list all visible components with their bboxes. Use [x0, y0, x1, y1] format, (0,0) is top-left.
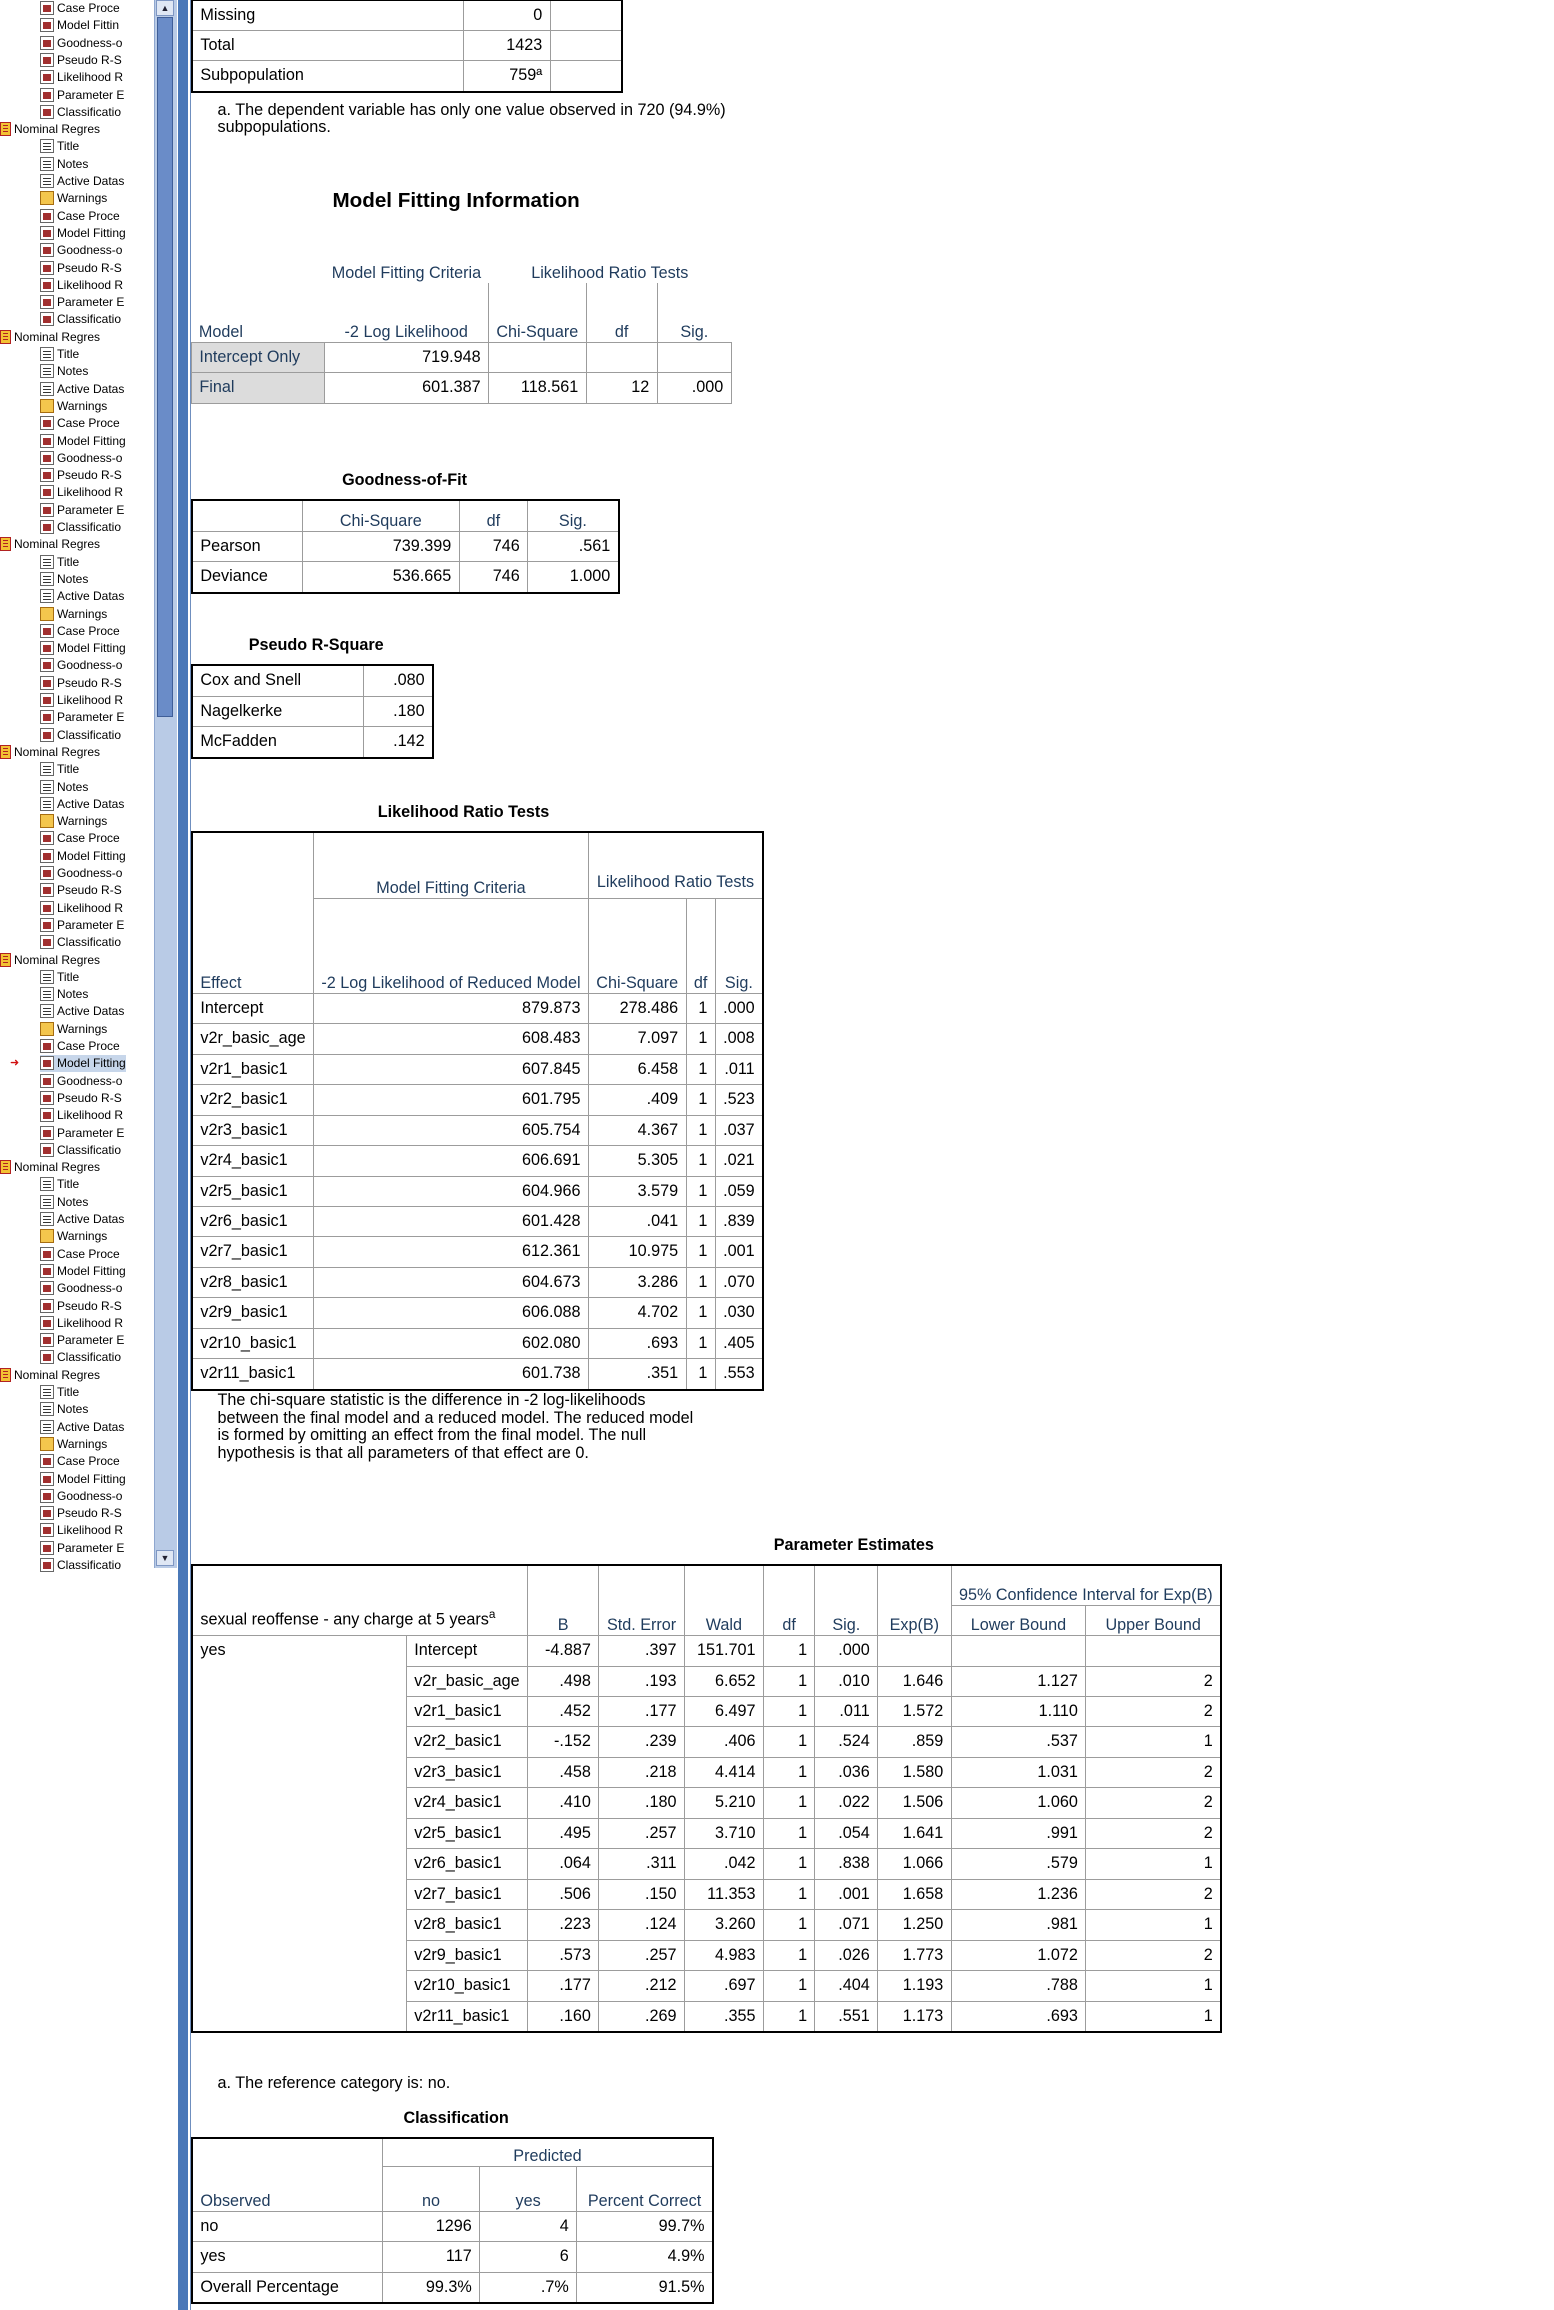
- case-summary-footnote: a. The dependent variable has only one value observed in 720 (94.9%) subpopulations.: [217, 100, 726, 137]
- table-icon: [40, 849, 54, 863]
- warning-icon: [40, 1022, 54, 1036]
- outline-item[interactable]: Title: [40, 138, 79, 155]
- outline-item[interactable]: Active Datas: [40, 173, 124, 190]
- outline-item[interactable]: Goodness-o: [40, 1073, 122, 1090]
- outline-item[interactable]: Warnings: [40, 1436, 107, 1453]
- outline-item[interactable]: Parameter E: [40, 917, 124, 934]
- table-row: v2r10_basic1 .177 .212 .697 1 .404 1.193 .788 1: [192, 1971, 1221, 2001]
- table-icon: [40, 1506, 54, 1520]
- outline-item[interactable]: Active Datas: [40, 1211, 124, 1228]
- table-icon: [40, 1108, 54, 1122]
- table-row: v2r2_basic1 -.152 .239 .406 1 .524 .859 .537 1: [192, 1727, 1221, 1757]
- outline-item[interactable]: Warnings: [40, 398, 107, 415]
- outline-pane[interactable]: [0, 0, 184, 2310]
- table-icon: [40, 105, 54, 119]
- warning-icon: [40, 1437, 54, 1451]
- outline-item[interactable]: Pseudo R-S: [40, 260, 122, 277]
- table-icon: [40, 1299, 54, 1313]
- table-icon: [40, 1350, 54, 1364]
- table-icon: [40, 434, 54, 448]
- outline-item[interactable]: Likelihood R: [40, 1522, 123, 1539]
- outline-item[interactable]: Parameter E: [40, 87, 124, 104]
- outline-item[interactable]: Warnings: [40, 606, 107, 623]
- table-icon: [40, 226, 54, 240]
- table-icon: [40, 1541, 54, 1555]
- outline-item[interactable]: Classificatio: [40, 1349, 121, 1366]
- outline-item[interactable]: Pseudo R-S: [40, 1090, 122, 1107]
- table-icon: [40, 468, 54, 482]
- table-icon: [40, 53, 54, 67]
- table-icon: [40, 1558, 54, 1572]
- table-row: yes Intercept -4.887 .397 151.701 1 .000: [192, 1636, 1221, 1666]
- outline-item[interactable]: Classificatio: [40, 1557, 121, 1574]
- pane-splitter[interactable]: [178, 0, 188, 2310]
- outline-item[interactable]: Model Fitting ➜: [10, 1056, 126, 1071]
- table-row: Intercept 879.873 278.486 1 .000: [192, 993, 763, 1023]
- table-icon: [40, 641, 54, 655]
- warning-icon: [40, 1229, 54, 1243]
- outline-item[interactable]: Parameter E: [40, 502, 124, 519]
- table-row: McFadden .142: [192, 727, 433, 758]
- outline-item[interactable]: Classificatio: [40, 1142, 121, 1159]
- table-icon: [40, 18, 54, 32]
- warning-icon: [40, 607, 54, 621]
- table-icon: [40, 918, 54, 932]
- outline-item[interactable]: Pseudo R-S: [40, 675, 122, 692]
- outline-item[interactable]: Goodness-o: [40, 35, 122, 52]
- table-row: Deviance 536.665 746 1.000: [192, 562, 619, 593]
- outline-item[interactable]: Case Proce: [40, 1038, 120, 1055]
- table-row: Overall Percentage 99.3% .7% 91.5%: [192, 2272, 713, 2303]
- table-row: Pearson 739.399 746 .561: [192, 531, 619, 561]
- table-icon: [40, 693, 54, 707]
- table-row: v2r7_basic1 612.361 10.975 1 .001: [192, 1237, 763, 1267]
- table-row: v2r9_basic1 606.088 4.702 1 .030: [192, 1298, 763, 1328]
- notes-icon: [40, 780, 54, 794]
- table-icon: [40, 1523, 54, 1537]
- table-icon: [40, 1264, 54, 1278]
- nominal-regression-icon: [0, 1160, 11, 1174]
- table-icon: [40, 935, 54, 949]
- notes-icon: [40, 1004, 54, 1018]
- outline-group-item[interactable]: Nominal Regres: [0, 536, 100, 553]
- table-icon: [40, 312, 54, 326]
- outline-item[interactable]: Warnings: [40, 813, 107, 830]
- table-icon: [40, 1247, 54, 1261]
- outline-item[interactable]: Goodness-o: [40, 1488, 122, 1505]
- notes-icon: [40, 572, 54, 586]
- outline-item[interactable]: Active Datas: [40, 796, 124, 813]
- outline-item[interactable]: Warnings: [40, 1228, 107, 1245]
- outline-item[interactable]: Likelihood R: [40, 484, 123, 501]
- outline-item[interactable]: Pseudo R-S: [40, 882, 122, 899]
- table-row: v2r5_basic1 604.966 3.579 1 .059: [192, 1176, 763, 1206]
- nominal-regression-icon: [0, 1368, 11, 1382]
- nominal-regression-icon: [0, 953, 11, 967]
- table-icon: [40, 1454, 54, 1468]
- table-icon: [40, 261, 54, 275]
- table-icon: [40, 1316, 54, 1330]
- outline-item[interactable]: Active Datas: [40, 588, 124, 605]
- table-icon: [40, 209, 54, 223]
- outline-item[interactable]: Pseudo R-S: [40, 467, 122, 484]
- table-row: v2r11_basic1 601.738 .351 1 .553: [192, 1359, 763, 1390]
- outline-item[interactable]: Notes: [40, 779, 88, 796]
- table-icon: [40, 1472, 54, 1486]
- outline-item[interactable]: Model Fitting: [40, 225, 126, 242]
- table-icon: [40, 624, 54, 638]
- notes-icon: [40, 762, 54, 776]
- warning-icon: [40, 191, 54, 205]
- table-icon: [40, 1074, 54, 1088]
- notes-icon: [40, 1212, 54, 1226]
- outline-item[interactable]: Parameter E: [40, 294, 124, 311]
- outline-item[interactable]: Title: [40, 969, 79, 986]
- outline-item[interactable]: Case Proce: [40, 1246, 120, 1263]
- outline-item[interactable]: Likelihood R: [40, 900, 123, 917]
- notes-icon: [40, 139, 54, 153]
- outline-group-item[interactable]: Nominal Regres: [0, 1367, 100, 1384]
- table-row: Intercept Only 719.948: [192, 342, 732, 372]
- table-row: Total 1423: [192, 30, 622, 60]
- table-row: Cox and Snell .080: [192, 665, 433, 696]
- outline-item[interactable]: Parameter E: [40, 709, 124, 726]
- case-processing-summary: [191, 0, 726, 137]
- table-row: v2r4_basic1 606.691 5.305 1 .021: [192, 1146, 763, 1176]
- outline-item[interactable]: Warnings: [40, 190, 107, 207]
- table-icon: [40, 243, 54, 257]
- outline-item[interactable]: Active Datas: [40, 1003, 124, 1020]
- nominal-regression-icon: [0, 330, 11, 344]
- table-icon: [40, 70, 54, 84]
- table-icon: [40, 278, 54, 292]
- outline-scrollbar[interactable]: [154, 0, 177, 1568]
- outline-group-item[interactable]: Nominal Regres: [0, 744, 100, 761]
- outline-item[interactable]: Classificatio: [40, 311, 121, 328]
- outline-item[interactable]: Notes: [40, 986, 88, 1003]
- table-row: Final 601.387 118.561 12 .000: [192, 373, 732, 403]
- outline-item[interactable]: Classificatio: [40, 727, 121, 744]
- table-row: no 1296 4 99.7%: [192, 2212, 713, 2242]
- outline-item[interactable]: Notes: [40, 571, 88, 588]
- table-row: v2r8_basic1 .223 .124 3.260 1 .071 1.250 .981 1: [192, 1910, 1221, 1940]
- outline-group-item[interactable]: Nominal Regres: [0, 1159, 100, 1176]
- notes-icon: [40, 1420, 54, 1434]
- page-title: Model Fitting Information: [332, 188, 580, 212]
- table-row: v2r10_basic1 602.080 .693 1 .405: [192, 1328, 763, 1358]
- table-icon: [40, 520, 54, 534]
- outline-item[interactable]: Warnings: [40, 1021, 107, 1038]
- outline-group-item[interactable]: Nominal Regres: [0, 329, 100, 346]
- table-icon: [40, 1143, 54, 1157]
- table-row: v2r3_basic1 605.754 4.367 1 .037: [192, 1115, 763, 1145]
- table-icon: [40, 658, 54, 672]
- outline-item[interactable]: Model Fitting: [40, 1263, 126, 1280]
- outline-item[interactable]: Parameter E: [40, 1125, 124, 1142]
- outline-item[interactable]: Classificatio: [40, 934, 121, 951]
- outline-item[interactable]: Notes: [40, 363, 88, 380]
- outline-item[interactable]: Title: [40, 761, 79, 778]
- outline-item[interactable]: Case Proce: [40, 0, 120, 17]
- outline-item[interactable]: Classificatio: [40, 519, 121, 536]
- table-icon: [40, 831, 54, 845]
- warning-icon: [40, 814, 54, 828]
- outline-item[interactable]: Notes: [40, 1401, 88, 1418]
- table-row: v2r4_basic1 .410 .180 5.210 1 .022 1.506 1.060 2: [192, 1788, 1221, 1818]
- table-icon: [40, 1091, 54, 1105]
- outline-item[interactable]: Title: [40, 346, 79, 363]
- table-row: v2r2_basic1 601.795 .409 1 .523: [192, 1085, 763, 1115]
- table-row: v2r_basic_age 608.483 7.097 1 .008: [192, 1024, 763, 1054]
- table-icon: [40, 485, 54, 499]
- outline-item[interactable]: Active Datas: [40, 1419, 124, 1436]
- outline-item[interactable]: Case Proce: [40, 208, 120, 225]
- outline-item[interactable]: Pseudo R-S: [40, 1505, 122, 1522]
- outline-group-item[interactable]: Nominal Regres: [0, 121, 100, 138]
- table-row: v2r11_basic1 .160 .269 .355 1 .551 1.173 .693 1: [192, 2001, 1221, 2032]
- outline-item[interactable]: Likelihood R: [40, 69, 123, 86]
- lrt-footnote: The chi-square statistic is the difference in -2 log-likelihoods between the final model and a reduced model. The reduced model is formed by omitting an effect from the final model. The null hypothesis is that all parameters of that effect are 0.: [217, 1390, 694, 1462]
- table-icon: [40, 901, 54, 915]
- outline-item[interactable]: Likelihood R: [40, 277, 123, 294]
- notes-icon: [40, 1402, 54, 1416]
- table-icon: [40, 676, 54, 690]
- table-icon: [40, 1281, 54, 1295]
- notes-icon: [40, 157, 54, 171]
- notes-icon: [40, 364, 54, 378]
- outline-item[interactable]: Title: [40, 554, 79, 571]
- outline-group-item[interactable]: Nominal Regres: [0, 952, 100, 969]
- notes-icon: [40, 970, 54, 984]
- table-row: v2r1_basic1 607.845 6.458 1 .011: [192, 1054, 763, 1084]
- current-item-arrow-icon: ➜: [10, 1057, 20, 1070]
- parameter-footnote: a. The reference category is: no.: [217, 2074, 451, 2093]
- table-row: Missing 0: [192, 0, 622, 30]
- outline-item[interactable]: Parameter E: [40, 1540, 124, 1557]
- outline-item[interactable]: Notes: [40, 156, 88, 173]
- table-icon: [40, 883, 54, 897]
- outline-item[interactable]: Model Fitting: [40, 1471, 126, 1488]
- outline-item[interactable]: Active Datas: [40, 381, 124, 398]
- outline-item[interactable]: Likelihood R: [40, 692, 123, 709]
- table-icon: [40, 416, 54, 430]
- outline-item[interactable]: Case Proce: [40, 415, 120, 432]
- warning-icon: [40, 399, 54, 413]
- outline-item[interactable]: Title: [40, 1384, 79, 1401]
- outline-item[interactable]: Parameter E: [40, 1332, 124, 1349]
- table-icon: [40, 295, 54, 309]
- nominal-regression-icon: [0, 122, 11, 136]
- outline-item[interactable]: Notes: [40, 1194, 88, 1211]
- table-icon: [40, 503, 54, 517]
- outline-item[interactable]: Case Proce: [40, 623, 120, 640]
- table-row: v2r9_basic1 .573 .257 4.983 1 .026 1.773 1.072 2: [192, 1940, 1221, 1970]
- outline-item[interactable]: Model Fitting: [40, 848, 126, 865]
- notes-icon: [40, 987, 54, 1001]
- nominal-regression-icon: [0, 745, 11, 759]
- outline-item[interactable]: Classificatio: [40, 104, 121, 121]
- scrollbar-thumb[interactable]: [157, 17, 173, 717]
- table-icon: [40, 866, 54, 880]
- outline-item[interactable]: Goodness-o: [40, 1280, 122, 1297]
- outline-item[interactable]: Goodness-o: [40, 242, 122, 259]
- outline-item[interactable]: Title: [40, 1176, 79, 1193]
- table-icon: [40, 1, 54, 15]
- table-row: yes 117 6 4.9%: [192, 2242, 713, 2272]
- table-icon: [40, 1056, 54, 1070]
- outline-item[interactable]: Goodness-o: [40, 657, 122, 674]
- table-row: Nagelkerke .180: [192, 696, 433, 726]
- table-icon: [40, 1039, 54, 1053]
- outline-item[interactable]: Model Fitting: [40, 433, 126, 450]
- output-pane: Missing 0 Total 1423 Subpopulation 759ª a. The dependent variable has only one value observed in 720 (94.9%) subpopulations. Model Fitting Information Model Model Fitting Criteria Likelihood Ratio Tests -2 Log Likelihood Chi-Square df Sig. Intercept Only 719.948 Final 601.387 118.561 12 .000 Goodness-of-Fit Chi-Square df Sig. Pearson 739.399 746 .561 Deviance 536.665 746 1.000 Pseudo R-Square Cox and Snell .080 Nagelkerke .180 McFadden .142 Likelihood Ratio Tests Effect Model Fitting Criteria Likelihood Ratio Tests -2 Log Likelihood of Reduced Model Chi-Square df Sig. Intercept 879.873 278.486 1 .000 v2r_basic_age 608.483 7.097 1 .008 v2r1_basic1 607.845 6.458 1 .011 v2r2_basic1 601.795 .409 1 .523 v2r3_basic1 605.754 4.367 1 .037 v2r4_basic1 606.691 5.305 1 .021 v2r5_basic1 604.966 3.579 1 .059 v2r6_basic1 601.428 .041 1 .839 v2r7_basic1 612.361 10.975 1 .001 v2r8_basic1 604.673 3.286 1 .070 v2r9_basic1 606.088 4.702 1 .030 v2r10_basic1 602.080 .693 1 .405 v2r11_basic1 601.738 .351 1 .553 The chi-square statistic is the difference in -2 log-likelihoods between the final model and a reduced model. The reduced model is formed by omitting an effect from the final model. The null hypothesis is that all parameters of that effect are 0. Parameter Estimates sexual reoffense - any charge at 5 years$^a$ B Std. Error Wald df Sig. Exp(B) 95% Confidence Interval for Exp(B) Lower Bound Upper Bound yes Intercept -4.887 .397 151.701 1 .000 v2r_basic_age .498 .193 6.652 1 .010 1.646 1.127 2 v2r1_basic1 .452 .177 6.497 1 .011 1.572 1.110 2 v2r2_basic1 -.152 .239 .406 1 .524 .859 .537 1 v2r3_basic1 .458 .218 4.414 1 .036 1.580 1.031 2 v2r4_basic1 .410 .180 5.210 1 .022 1.506 1.060 2 v2r5_basic1 .495 .257 3.710 1 .054 1.641 .991 2 v2r6_basic1 .064 .311 .042 1 .838 1.066 .579 1 v2r7_basic1 .506 .150 11.353 1 .001 1.658 1.236 2 v2r8_basic1 .223 .124 3.260 1 .071 1.250 .981 1 v2r9_basic1 .573 .257 4.983 1 .026 1.773 1.072 2 v2r10_basic1 .177 .212 .697 1 .404 1.193 .788 1 v2r11_basic1 .160 .269 .355 1 .551 1.173 .693 1 a. The reference category is: no. Classification Observed Predicted no yes Percent Correct no 1296 4 99.7% yes 117 6 4.9% Overall Percentage 99.3% .7% 91.5%: [190, 0, 1554, 2310]
- table-row: v2r8_basic1 604.673 3.286 1 .070: [192, 1267, 763, 1297]
- table-row: v2r5_basic1 .495 .257 3.710 1 .054 1.641 .991 2: [192, 1818, 1221, 1848]
- table-icon: [40, 710, 54, 724]
- scroll-up-arrow-icon[interactable]: ▲: [156, 0, 174, 16]
- table-row: v2r1_basic1 .452 .177 6.497 1 .011 1.572 1.110 2: [192, 1696, 1221, 1726]
- outline-item[interactable]: Likelihood R: [40, 1107, 123, 1124]
- outline-item[interactable]: Model Fitting: [40, 640, 126, 657]
- table-row: Subpopulation 759ª: [192, 61, 622, 92]
- outline-item[interactable]: Goodness-o: [40, 450, 122, 467]
- table-icon: [40, 728, 54, 742]
- table-row: v2r6_basic1 601.428 .041 1 .839: [192, 1207, 763, 1237]
- outline-item[interactable]: Model Fittin: [40, 17, 119, 34]
- notes-icon: [40, 555, 54, 569]
- outline-item[interactable]: Likelihood R: [40, 1315, 123, 1332]
- outline-item[interactable]: Pseudo R-S: [40, 1298, 122, 1315]
- notes-icon: [40, 382, 54, 396]
- notes-icon: [40, 797, 54, 811]
- notes-icon: [40, 1177, 54, 1191]
- outline-item[interactable]: Goodness-o: [40, 865, 122, 882]
- notes-icon: [40, 174, 54, 188]
- table-icon: [40, 1489, 54, 1503]
- table-icon: [40, 451, 54, 465]
- outline-item[interactable]: Pseudo R-S: [40, 52, 122, 69]
- table-row: v2r6_basic1 .064 .311 .042 1 .838 1.066 .579 1: [192, 1849, 1221, 1879]
- table-icon: [40, 1126, 54, 1140]
- notes-icon: [40, 347, 54, 361]
- outline-item[interactable]: Case Proce: [40, 830, 120, 847]
- scroll-down-arrow-icon[interactable]: ▼: [156, 1550, 174, 1566]
- notes-icon: [40, 1195, 54, 1209]
- outline-item[interactable]: Case Proce: [40, 1453, 120, 1470]
- table-row: v2r7_basic1 .506 .150 11.353 1 .001 1.658 1.236 2: [192, 1879, 1221, 1909]
- table-icon: [40, 88, 54, 102]
- table-icon: [40, 36, 54, 50]
- nominal-regression-icon: [0, 537, 11, 551]
- notes-icon: [40, 589, 54, 603]
- table-row: v2r_basic_age .498 .193 6.652 1 .010 1.646 1.127 2: [192, 1666, 1221, 1696]
- notes-icon: [40, 1385, 54, 1399]
- table-icon: [40, 1333, 54, 1347]
- table-row: v2r3_basic1 .458 .218 4.414 1 .036 1.580 1.031 2: [192, 1757, 1221, 1787]
